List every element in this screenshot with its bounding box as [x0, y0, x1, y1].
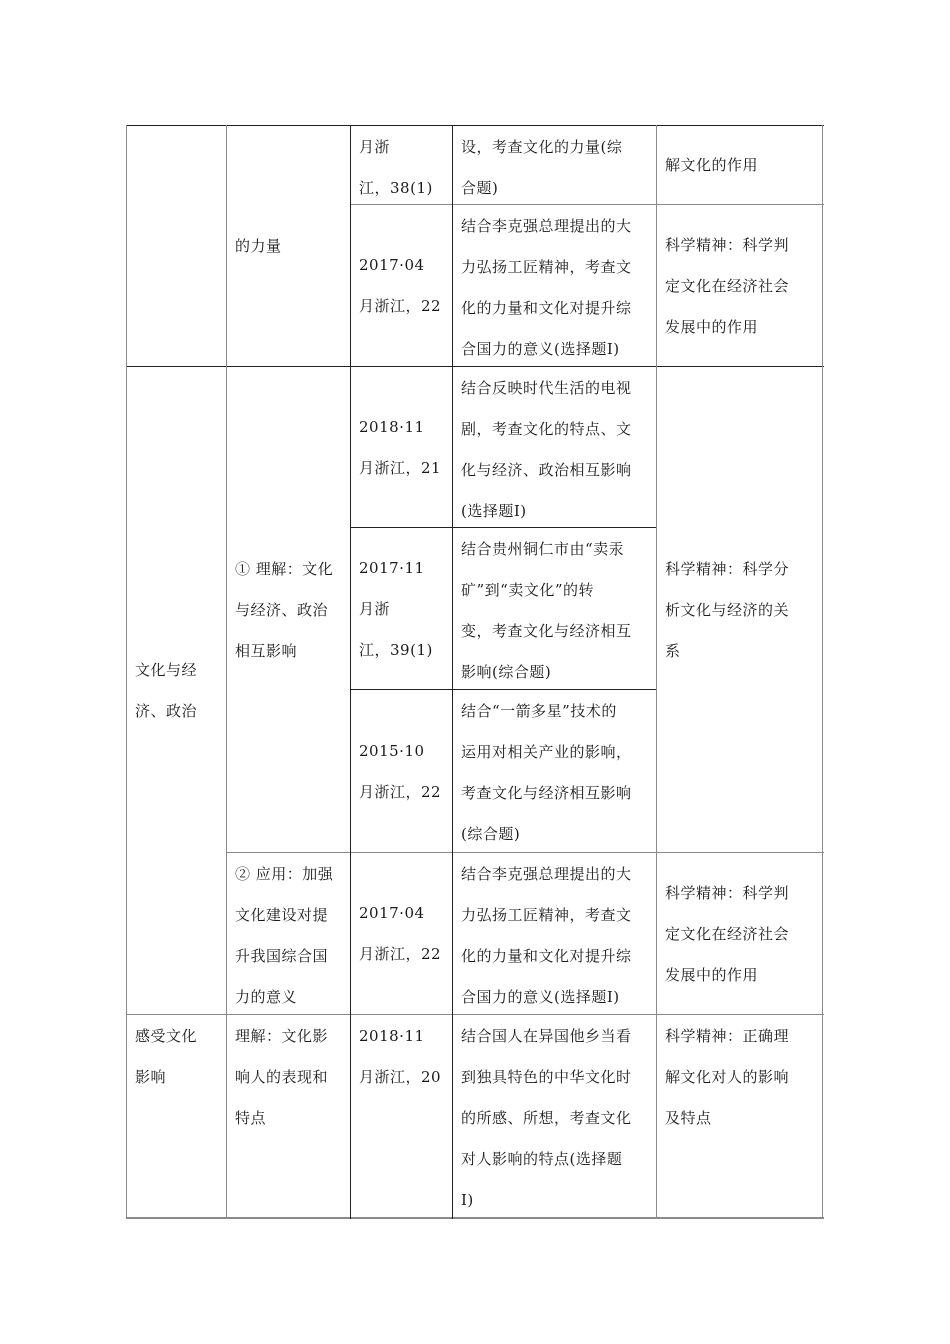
table-border-right: [822, 125, 823, 1219]
cell-text: 文化建设对提: [235, 906, 329, 924]
cell-text: 2017·04: [359, 256, 425, 274]
source-cell: [350, 689, 452, 852]
cell-text: 解文化的作用: [665, 156, 759, 174]
description-cell: [452, 527, 656, 689]
source-cell: [350, 125, 452, 204]
column-divider: [452, 125, 453, 1219]
cell-text: 月浙江，22: [359, 297, 442, 315]
cell-text: 济、政治: [135, 702, 198, 720]
literacy-cell: [656, 204, 823, 366]
cell-text: (选择题Ⅰ): [461, 502, 527, 520]
knowledge-point-cell: [226, 852, 350, 1014]
cell-text: 运用对相关产业的影响，: [461, 743, 632, 761]
table-border-top: [126, 125, 824, 126]
cell-text: 考查文化与经济相互影响: [461, 784, 632, 802]
source-cell: [350, 852, 452, 1014]
cell-text: 2017·04: [359, 904, 425, 922]
cell-text: 升我国综合国: [235, 947, 329, 965]
cell-text: Ⅰ): [461, 1191, 474, 1209]
cell-text: 2018·11: [359, 1027, 425, 1045]
row-divider: [126, 366, 824, 367]
cell-text: 科学精神：科学分: [665, 559, 790, 578]
cell-text: 析文化与经济的关: [665, 600, 790, 619]
cell-text: 月浙江，20: [359, 1068, 442, 1086]
column-divider: [656, 125, 657, 1219]
cell-text: 合国力的意义(选择题Ⅰ): [461, 988, 620, 1006]
column-divider: [350, 125, 351, 1219]
cell-text: 系: [665, 641, 681, 660]
knowledge-point-cell: [226, 125, 350, 366]
cell-text: 江，38(1): [359, 179, 433, 197]
cell-text: 特点: [235, 1109, 267, 1127]
cell-text: 理解：文化影: [235, 1027, 329, 1045]
cell-text: 化的力量和文化对提升综: [461, 947, 632, 965]
cell-text: 月浙江，22: [359, 782, 442, 801]
row-divider: [226, 852, 824, 853]
description-cell: [452, 125, 656, 204]
description-cell: [452, 366, 656, 527]
cell-text: 月浙: [359, 138, 391, 156]
row-divider: [350, 527, 656, 528]
cell-text: 2017·11: [359, 558, 425, 577]
cell-text: 合题): [461, 179, 499, 197]
cell-text: 力的意义: [235, 988, 298, 1006]
cell-text: 江，39(1): [359, 640, 433, 659]
literacy-cell: [656, 125, 823, 204]
cell-text: 结合贵州铜仁市由“卖汞: [461, 540, 625, 558]
cell-text: ① 理解：文化: [235, 559, 334, 578]
table-border-left: [126, 125, 127, 1219]
cell-text: 合国力的意义(选择题Ⅰ): [461, 340, 620, 358]
row-divider: [350, 204, 824, 205]
literacy-cell: [656, 1014, 823, 1218]
column-divider: [226, 125, 227, 1219]
cell-text: 月浙江，21: [359, 458, 442, 477]
cell-text: 感受文化: [135, 1027, 198, 1045]
cell-text: 结合反映时代生活的电视: [461, 379, 632, 397]
cell-text: 到独具特色的中华文化时: [461, 1068, 632, 1086]
cell-text: 设，考查文化的力量(综: [461, 138, 623, 156]
cell-text: 2015·10: [359, 741, 425, 760]
cell-text: 定文化在经济社会: [665, 924, 790, 943]
cell-text: 2018·11: [359, 417, 425, 436]
description-cell: [452, 1014, 656, 1218]
knowledge-point-cell: [226, 366, 350, 852]
literacy-cell: [656, 366, 823, 852]
cell-text: 化与经济、政治相互影响: [461, 461, 632, 479]
cell-text: 变，考查文化与经济相互: [461, 622, 632, 640]
cell-text: 对人影响的特点(选择题: [461, 1150, 623, 1168]
cell-text: 解文化对人的影响: [665, 1068, 790, 1086]
cell-text: 的所感、所想，考查文化: [461, 1109, 632, 1127]
description-cell: [452, 689, 656, 852]
cell-text: (综合题): [461, 825, 521, 843]
cell-text: 力弘扬工匠精神，考查文: [461, 258, 632, 276]
source-cell: [350, 1014, 452, 1218]
source-cell: [350, 366, 452, 527]
cell-text: 结合李克强总理提出的大: [461, 865, 632, 883]
cell-text: 发展中的作用: [665, 317, 759, 336]
cell-text: 影响: [135, 1068, 167, 1086]
cell-text: 月浙: [359, 599, 391, 618]
cell-text: 科学精神：科学判: [665, 883, 790, 902]
cell-text: 发展中的作用: [665, 965, 759, 984]
cell-text: 科学精神：科学判: [665, 235, 790, 254]
cell-text: 定文化在经济社会: [665, 276, 790, 295]
knowledge-point-cell: [226, 1014, 350, 1218]
cell-text: 响人的表现和: [235, 1068, 329, 1086]
description-cell: [452, 204, 656, 366]
cell-text: 及特点: [665, 1109, 712, 1127]
cell-text: 结合“一箭多星”技术的: [461, 702, 617, 720]
cell-text: 结合国人在异国他乡当看: [461, 1027, 632, 1045]
source-cell: [350, 204, 452, 366]
cell-text: 科学精神：正确理: [665, 1027, 790, 1045]
cell-text: 剧，考查文化的特点、文: [461, 420, 632, 438]
source-cell: [350, 527, 452, 689]
cell-text: ② 应用：加强: [235, 865, 334, 883]
cell-text: 相互影响: [235, 641, 298, 660]
cell-text: 文化与经: [135, 661, 198, 679]
cell-text: 化的力量和文化对提升综: [461, 299, 632, 317]
cell-text: 的力量: [235, 237, 282, 255]
cell-text: 力弘扬工匠精神，考查文: [461, 906, 632, 924]
cell-text: 影响(综合题): [461, 663, 552, 681]
table-border-bottom: [126, 1217, 824, 1219]
cell-text: 矿”到“卖文化”的转: [461, 581, 595, 599]
description-cell: [452, 852, 656, 1014]
topic-cell: [126, 1014, 226, 1218]
row-divider: [350, 689, 656, 690]
cell-text: 结合李克强总理提出的大: [461, 217, 632, 235]
literacy-cell: [656, 852, 823, 1014]
row-divider: [126, 1014, 824, 1015]
topic-cell: [126, 366, 226, 1014]
cell-text: 月浙江，22: [359, 945, 442, 963]
cell-text: 与经济、政治: [235, 600, 329, 619]
